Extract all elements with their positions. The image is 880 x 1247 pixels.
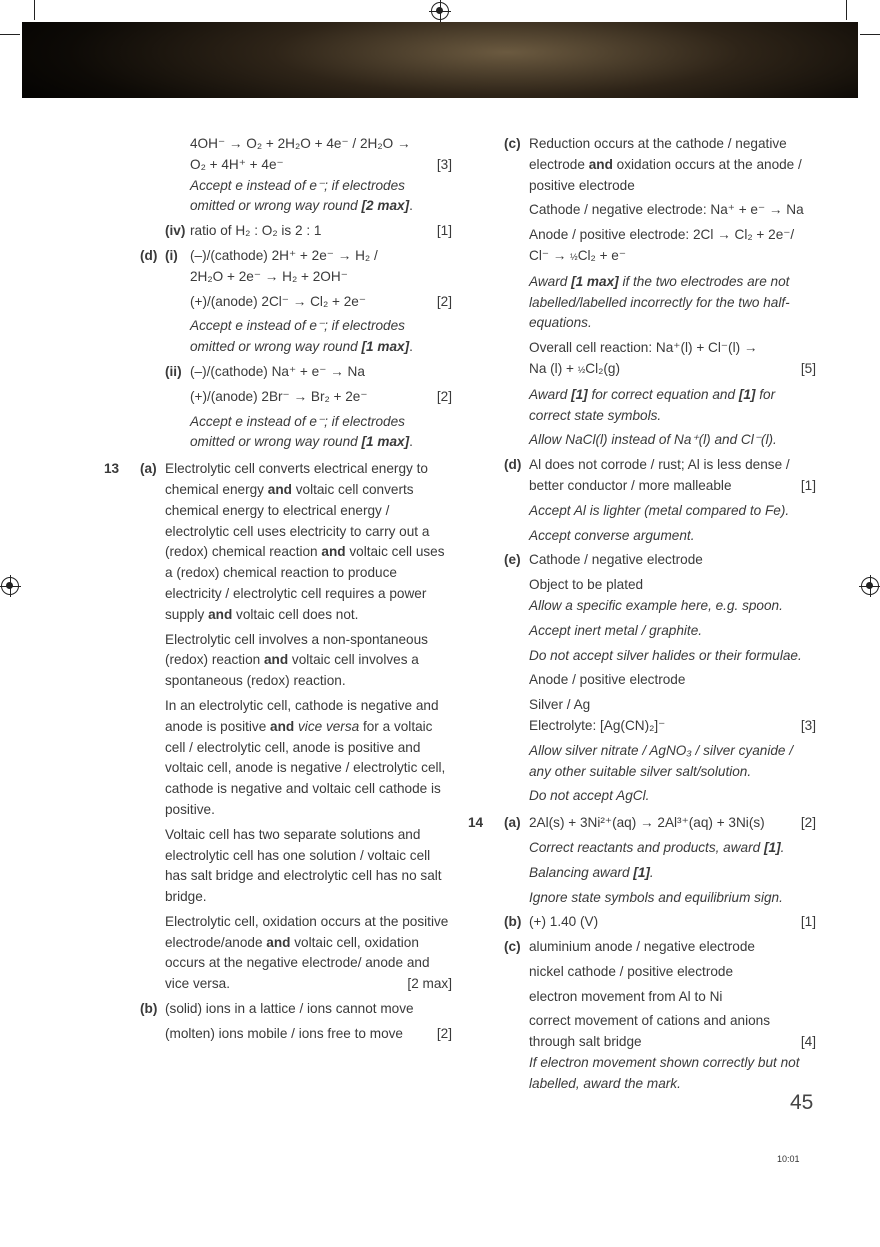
answer-13b — [100, 999, 452, 1045]
examiner-note: Accept converse argument. — [529, 527, 695, 543]
equation-line: (–)/(cathode) 2H⁺ + 2e⁻ → H₂ / — [190, 247, 378, 263]
equation-line: 2H₂O + 2e⁻ → H₂ + 2OH⁻ — [190, 268, 348, 284]
examiner-note: Do not accept AgCl. — [529, 788, 650, 804]
answer-paragraph: Electrolytic cell involves a non-spontaneous (redox) reaction and voltaic cell involves a spontaneous (redox) reaction. — [165, 631, 428, 689]
answer-line: (molten) ions mobile / ions free to move — [165, 1025, 403, 1041]
answer-line: (solid) ions in a lattice / ions cannot move — [165, 1001, 414, 1017]
part-label: (b) — [504, 914, 522, 930]
left-column — [100, 134, 452, 1045]
mark: [2 max] — [407, 976, 452, 992]
examiner-note: Accept Al is lighter (metal compared to Fe). — [529, 502, 790, 518]
examiner-note: Do not accept silver halides or their formulae. — [529, 647, 802, 663]
sub-part-label: (i) — [165, 247, 178, 263]
answer-12c-iv — [100, 221, 452, 242]
answer-line: Object to be plated — [529, 577, 644, 593]
examiner-note: Award [1] for correct equation and [1] for correct state symbols. — [529, 386, 776, 423]
equation-line: 4OH⁻ → O₂ + 2H₂O + 4e⁻ / 2H₂O → — [190, 136, 411, 151]
equation-line: Cathode / negative electrode: Na⁺ + e⁻ → Na — [529, 202, 804, 218]
right-column — [464, 134, 816, 1095]
examiner-note: If electron movement shown correctly but not labelled, award the mark. — [529, 1055, 800, 1091]
answer-paragraph: Reduction occurs at the cathode / negative electrode and oxidation occurs at the anode / positive electrode — [529, 136, 802, 193]
mark-max: [1 max] — [361, 434, 410, 450]
examiner-note: Balancing award [1]. — [529, 864, 654, 880]
part-label: (c) — [504, 939, 521, 955]
mark: [1] — [436, 223, 452, 239]
equation-line: Cl⁻ → ½Cl₂ + e⁻ — [529, 247, 627, 263]
answer-14a — [464, 813, 816, 908]
examiner-note: Accept inert metal / graphite. — [529, 622, 703, 638]
crop-mark-left — [34, 0, 35, 20]
mark-max: [1 max] — [361, 339, 410, 355]
part-label: (a) — [140, 461, 157, 477]
answer-13a — [100, 459, 452, 995]
equation-line: Anode / positive electrode: 2Cl → Cl₂ + 2e⁻/ — [529, 227, 795, 243]
answer-line: Electrolyte: [Ag(CN)₂]⁻ — [529, 717, 666, 733]
answer-12c-iii-cont: 4OH⁻ → O₂ + 2H₂O + 4e⁻ / 2H₂O → O₂ + 4H⁺ + 4e⁻ [3] Accept e instead of e⁻; if electrodes omitted or wrong way round [2 max]. — [190, 136, 452, 214]
mark: [2] — [436, 1025, 452, 1041]
answer-12d-i: (d) (i) (–)/(cathode) 2H⁺ + 2e⁻ → H₂ / 2H₂O + 2e⁻ → H₂ + 2OH⁻ (+)/(anode) 2Cl⁻ → Cl₂ + 2e⁻ [2] Accept e instead of e⁻; if electrodes omitted or wrong way round [1 max]. — [140, 247, 452, 355]
answer-line: Anode / positive electrode — [529, 672, 686, 688]
equation-line: (+)/(anode) 2Cl⁻ → Cl₂ + 2e⁻ — [190, 293, 367, 309]
examiner-note: Award [1 max] if the two electrodes are not labelled/labelled incorrectly for the two half-equations. — [529, 273, 790, 331]
examiner-note: Ignore state symbols and equilibrium sign. — [529, 889, 783, 905]
mark: [2] — [800, 815, 816, 831]
header-banner — [22, 22, 858, 98]
equation-line: O₂ + 4H⁺ + 4e⁻ — [190, 156, 284, 172]
equation-line: Na (l) + ½Cl₂(g) [5] — [529, 359, 816, 381]
equation-line: (–)/(cathode) Na⁺ + e⁻ → Na — [190, 363, 365, 379]
registration-mark-top-icon — [431, 2, 449, 20]
part-label: (a) — [504, 815, 521, 831]
part-label: (b) — [140, 1001, 158, 1017]
examiner-note: Allow silver nitrate / AgNO₃ / silver cyanide / any other suitable silver salt/solution. — [529, 742, 794, 779]
sub-part-label: (ii) — [165, 363, 182, 379]
registration-mark-left-icon — [1, 577, 19, 595]
answer-line: aluminium anode / negative electrode — [529, 939, 755, 955]
examiner-note: Allow NaCl(l) instead of Na⁺(l) and Cl⁻(l). — [529, 432, 777, 448]
mark-max: [2 max] — [361, 198, 410, 214]
question-number: 14 — [468, 815, 484, 831]
question-number: 13 — [104, 461, 120, 477]
answer-13d — [464, 455, 816, 546]
examiner-note: Accept e instead of e⁻; if electrodes omitted or wrong way round — [190, 177, 405, 214]
answer-line: Silver / Ag — [529, 697, 591, 713]
crop-mark-right — [846, 0, 847, 20]
answer-paragraph: Electrolytic cell converts electrical energy to chemical energy and voltaic cell converts chemical energy to electrical energy / electrolytic cell uses electricity to carry out a (redox) chemical reaction and voltaic cell uses a (redox) chemical reaction to produce electricity / electrolytic cell requires a power supply and voltaic cell does not. — [165, 461, 445, 622]
answer-14b — [464, 912, 816, 933]
mark: [2] — [436, 293, 452, 309]
answer-text: Al does not corrode / rust; Al is less dense / better conductor / more malleable — [529, 457, 790, 493]
mark: [3] — [436, 156, 452, 172]
mark: [4] — [800, 1034, 816, 1050]
answer-line: nickel cathode / positive electrode — [529, 963, 734, 979]
registration-mark-right-icon — [861, 577, 879, 595]
answer-line: electron movement from Al to Ni — [529, 988, 723, 1004]
equation-line: Overall cell reaction: Na⁺(l) + Cl⁻(l) → — [529, 340, 758, 356]
answer-paragraph: In an electrolytic cell, cathode is negative and anode is positive and vice versa for a voltaic cell / electrolytic cell, anode is positive and voltaic cell, anode is negative / electrolytic cell, cathode is negative and voltaic cell cathode is positive. — [165, 697, 446, 817]
part-label: (c) — [504, 136, 521, 151]
part-label: (iv) — [165, 223, 186, 239]
part-label: (d) — [504, 457, 522, 473]
mark: [1] — [800, 477, 816, 493]
crop-mark-left-h — [0, 34, 20, 35]
examiner-note: Allow a specific example here, e.g. spoon. — [529, 597, 783, 613]
answer-13e — [464, 550, 816, 807]
examiner-note: Accept e instead of e⁻; if electrodes omitted or wrong way round — [190, 413, 405, 450]
page-number: 45 — [790, 1091, 814, 1114]
equation-line: 2Al(s) + 3Ni²⁺(aq) → 2Al³⁺(aq) + 3Ni(s) — [529, 815, 765, 831]
examiner-note: Accept e instead of e⁻; if electrodes omitted or wrong way round — [190, 318, 405, 355]
part-label: (e) — [504, 552, 521, 568]
answer-line: Cathode / negative electrode — [529, 552, 703, 568]
answer-paragraph: Voltaic cell has two separate solutions and electrolytic cell has one solution / voltaic cell has salt bridge and electrolytic cell has no salt bridge. — [165, 826, 442, 905]
part-label: (d) — [140, 247, 158, 263]
answer-text: ratio of H₂ : O₂ is 2 : 1 — [190, 223, 322, 239]
examiner-note: Correct reactants and products, award [1]. — [529, 839, 785, 855]
mark: [2] — [436, 388, 452, 404]
answer-14c — [464, 937, 816, 1095]
mark: [5] — [800, 360, 816, 376]
answer-paragraph: Electrolytic cell, oxidation occurs at the positive electrode/anode and voltaic cell, oxidation occurs at the negative electrode/ anode and vice versa. [2 max] — [165, 912, 452, 995]
crop-mark-right-h — [860, 34, 880, 35]
equation-line: (+)/(anode) 2Br⁻ → Br₂ + 2e⁻ — [190, 388, 368, 404]
mark: [3] — [800, 717, 816, 733]
mark: [1] — [800, 914, 816, 930]
answer-text: (+) 1.40 (V) — [529, 914, 599, 930]
answer-line: correct movement of cations and anions through salt bridge — [529, 1013, 771, 1050]
answer-13c — [464, 134, 816, 451]
answer-12d-ii: (ii) (–)/(cathode) Na⁺ + e⁻ → Na (+)/(anode) 2Br⁻ → Br₂ + 2e⁻ [2] Accept e instead of e⁻; if electrodes omitted or wrong way round [1 max]. — [165, 363, 452, 450]
print-timestamp: 10:01 — [777, 1154, 800, 1164]
